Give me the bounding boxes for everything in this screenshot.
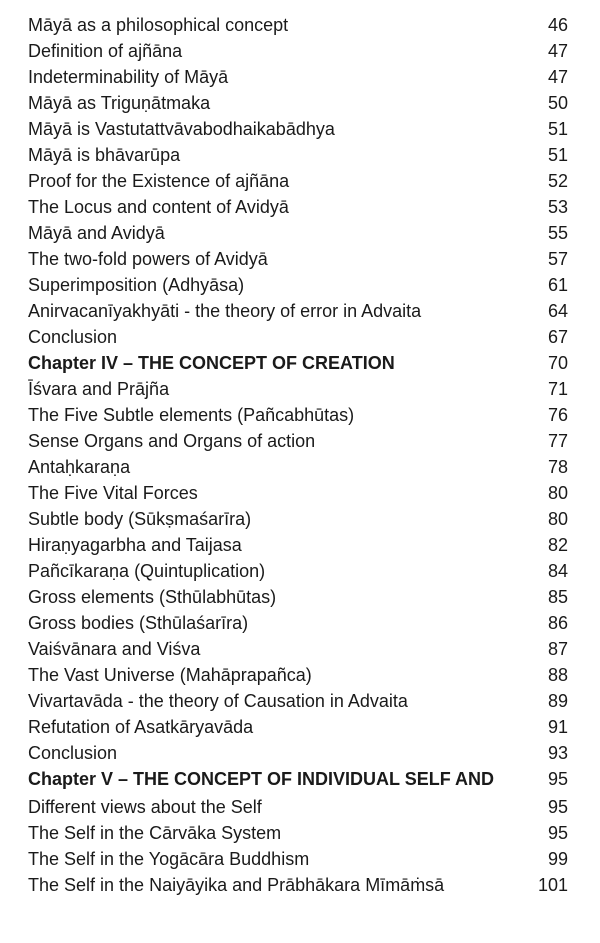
- toc-entry: [28, 558, 568, 584]
- toc-entry-page: 95: [547, 823, 568, 843]
- toc-entry-page: 47: [547, 67, 568, 87]
- toc-entry-page: 61: [547, 275, 568, 295]
- toc-entry-title: The Five Subtle elements (Pañcabhūtas): [28, 405, 355, 425]
- toc-entry: [28, 636, 568, 662]
- toc-entry-page: 99: [547, 849, 568, 869]
- toc-chapter-heading: [28, 766, 568, 792]
- table-of-contents: [28, 12, 568, 898]
- toc-entry-title: Indeterminability of Māyā: [28, 67, 229, 87]
- toc-entry-title: Subtle body (Sūkṣmaśarīra): [28, 509, 252, 529]
- toc-entry-page: 64: [547, 301, 568, 321]
- toc-entry-title: Proof for the Existence of ajñāna: [28, 171, 290, 191]
- toc-entry-page: 80: [547, 483, 568, 503]
- toc-entry-title: The two-fold powers of Avidyā: [28, 249, 268, 269]
- toc-entry: [28, 90, 568, 116]
- toc-entry: [28, 324, 568, 350]
- toc-entry-page: 91: [547, 717, 568, 737]
- toc-entry-title: Māyā is bhāvarūpa: [28, 145, 181, 165]
- toc-entry-page: 51: [547, 119, 568, 139]
- toc-entry: [28, 298, 568, 324]
- toc-entry-page: 87: [547, 639, 568, 659]
- toc-entry: [28, 272, 568, 298]
- toc-entry: [28, 402, 568, 428]
- toc-entry: [28, 194, 568, 220]
- toc-entry: [28, 820, 568, 846]
- toc-entry: [28, 662, 568, 688]
- toc-entry-title: Different views about the Self: [28, 797, 262, 817]
- toc-entry-title: The Five Vital Forces: [28, 483, 198, 503]
- toc-entry-title: Māyā as a philosophical concept: [28, 15, 289, 35]
- toc-entry: [28, 116, 568, 142]
- toc-entry: [28, 532, 568, 558]
- toc-entry-page: 93: [547, 743, 568, 763]
- toc-entry: [28, 12, 568, 38]
- toc-entry-page: 51: [547, 145, 568, 165]
- toc-entry-title: Pañcīkaraṇa (Quintuplication): [28, 561, 266, 581]
- toc-entry-page: 47: [547, 41, 568, 61]
- toc-entry-page: 101: [537, 875, 568, 895]
- toc-entry-page: 67: [547, 327, 568, 347]
- toc-entry: [28, 794, 568, 820]
- toc-entry-page: 53: [547, 197, 568, 217]
- toc-entry: [28, 480, 568, 506]
- toc-entry-title: The Vast Universe (Mahāprapañca): [28, 665, 312, 685]
- toc-entry-title: Māyā is Vastutattvāvabodhaikabādhya: [28, 119, 335, 139]
- toc-chapter-heading: [28, 350, 568, 376]
- toc-entry-page: 76: [547, 405, 568, 425]
- toc-entry-title: Gross bodies (Sthūlaśarīra): [28, 613, 249, 633]
- toc-entry: [28, 846, 568, 872]
- toc-entry-title: Vaiśvānara and Viśva: [28, 639, 201, 659]
- toc-entry: [28, 168, 568, 194]
- toc-entry-title: The Locus and content of Avidyā: [28, 197, 289, 217]
- toc-entry: [28, 872, 568, 898]
- toc-entry-title: Conclusion: [28, 327, 118, 347]
- toc-entry-page: 85: [547, 587, 568, 607]
- toc-entry-page: 46: [547, 15, 568, 35]
- toc-entry-page: 55: [547, 223, 568, 243]
- toc-entry: [28, 584, 568, 610]
- toc-entry-page: 84: [547, 561, 568, 581]
- toc-entry-page: 86: [547, 613, 568, 633]
- toc-entry-page: 77: [547, 431, 568, 451]
- toc-entry-title: The Self in the Naiyāyika and Prābhākara Mīmāṁsā: [28, 875, 445, 895]
- toc-entry-page: 57: [547, 249, 568, 269]
- toc-entry-title: Gross elements (Sthūlabhūtas): [28, 587, 277, 607]
- toc-entry-page: 70: [547, 353, 568, 373]
- toc-entry-title: Definition of ajñāna: [28, 41, 183, 61]
- toc-entry: [28, 38, 568, 64]
- toc-entry-page: 52: [547, 171, 568, 191]
- toc-entry-title: Chapter V – THE CONCEPT OF INDIVIDUAL SELF AND: [28, 769, 495, 789]
- toc-entry-title: Anirvacanīyakhyāti - the theory of error in Advaita: [28, 301, 422, 321]
- toc-entry-title: Refutation of Asatkāryavāda: [28, 717, 254, 737]
- toc-entry: [28, 610, 568, 636]
- toc-entry: [28, 64, 568, 90]
- toc-entry-page: 50: [547, 93, 568, 113]
- toc-entry-title: Hiraṇyagarbha and Taijasa: [28, 535, 242, 555]
- toc-entry-page: 95: [547, 769, 568, 789]
- toc-entry: [28, 740, 568, 766]
- toc-entry: [28, 714, 568, 740]
- toc-entry-title: Antaḥkaraṇa: [28, 457, 131, 477]
- toc-entry-title: Conclusion: [28, 743, 118, 763]
- toc-entry-title: Māyā as Triguṇātmaka: [28, 93, 211, 113]
- toc-entry-title: The Self in the Yogācāra Buddhism: [28, 849, 310, 869]
- toc-entry: [28, 688, 568, 714]
- toc-entry-page: 95: [547, 797, 568, 817]
- toc-entry-title: Superimposition (Adhyāsa): [28, 275, 245, 295]
- toc-entry: [28, 506, 568, 532]
- toc-entry: [28, 428, 568, 454]
- toc-entry: [28, 376, 568, 402]
- toc-entry-page: 88: [547, 665, 568, 685]
- toc-entry-page: 78: [547, 457, 568, 477]
- toc-entry: [28, 454, 568, 480]
- toc-entry-page: 71: [547, 379, 568, 399]
- toc-entry-title: Vivartavāda - the theory of Causation in Advaita: [28, 691, 408, 711]
- toc-entry-title: Sense Organs and Organs of action: [28, 431, 316, 451]
- toc-entry-title: The Self in the Cārvāka System: [28, 823, 282, 843]
- toc-entry-page: 80: [547, 509, 568, 529]
- toc-entry-title: Chapter IV – THE CONCEPT OF CREATION: [28, 353, 395, 373]
- toc-entry-page: 89: [547, 691, 568, 711]
- toc-entry-page: 82: [547, 535, 568, 555]
- toc-entry-title: Īśvara and Prājña: [28, 379, 170, 399]
- toc-entry: [28, 220, 568, 246]
- toc-entry: [28, 246, 568, 272]
- toc-entry: [28, 142, 568, 168]
- toc-entry-title: Māyā and Avidyā: [28, 223, 165, 243]
